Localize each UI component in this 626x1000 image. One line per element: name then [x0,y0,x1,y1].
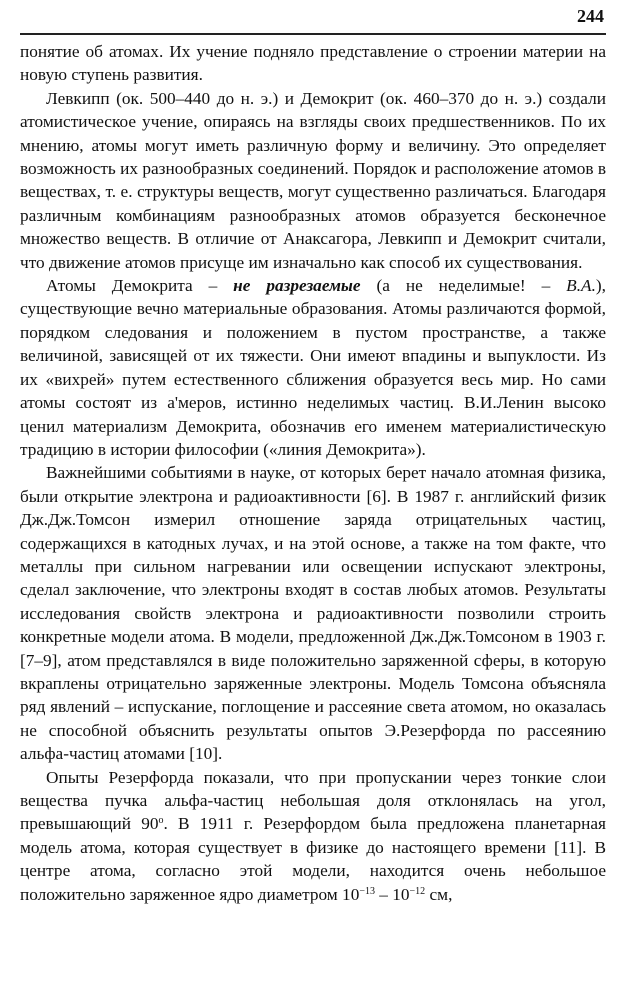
paragraph-4: Важнейшими событиями в науке, от которых берет начало атомная физика, были открытие электрона и радиоактивности [6]. В 1987 г. английский физик Дж.Дж.Томсон измерил отношение заряда отрицательных частиц, содержащихся в катодных лучах, и на этой основе, а также на том факте, что металлы при сильном нагревании или освещении испускают электроны, сделал заключение, что электроны входят в состав любых атомов. Результаты исследования свойств электрона и радиоактивности позволили строить конкретные модели атома. В модели, предложенной Дж.Дж.Томсоном в 1903 г. [7–9], атом представлялся в виде положительно заряженной сферы, в которую вкраплены отрицательно заряженные электроны. Модель Томсона объясняла ряд явлений – испускание, поглощение и рассеяние света атомом, но оказалась не способной объяснить результаты опытов Э.Резерфорда по рассеянию альфа-частиц атомами [10]. [20,463,606,764]
p3-before: Атомы Демокрита – [46,276,234,296]
body-text [20,40,606,906]
p3-mid: (а не неделимые! – [360,276,567,296]
p5-part2: . В 1911 г. Резерфордом была предложена планетарная модель атома, которая существует в физике до настоящего времени [11]. В центре атома, согласно этой модели, находится очень небольшое положительно заряженное ядро диаметром 10 [20,814,606,904]
exponent-2: −12 [409,885,426,897]
p5-part1: Опыты Резерфорда показали, что при пропускании через тонкие слои вещества пучка альфа-частиц небольшая доля отклонялась на угол, превышающий 90 [20,767,606,834]
exponent-1: −13 [359,885,375,897]
header-rule [20,33,606,35]
p3-emphasis: не разрезаемые [233,276,361,296]
paragraph-3 [20,274,606,461]
degree-mark: o [158,815,164,827]
paragraph-1: понятие об атомах. Их учение подняло представление о строении материи на новую ступень развития. [20,42,606,85]
page-number: 244 [577,6,604,26]
p5-end: см, [425,884,453,904]
p3-author-initials: В.А. [566,276,596,296]
paragraph-2: Левкипп (ок. 500–440 до н. э.) и Демокрит (ок. 460–370 до н. э.) создали атомистическое учение, опираясь на взгляды своих предшественников. По их мнению, атомы могут иметь различную форму и величину. Это определяет возможность их разнообразных соединений. Порядок и расположение атомов в веществах, т. е. структуры веществ, могут существенно различаться. Благодаря различным комбинациям разнообразных атомов образуется бесконечное множество веществ. В отличие от Анаксагора, Левкипп и Демокрит считали, что движение атомов присуще им изначально как способ их существования. [20,88,606,272]
paragraph-5 [20,766,606,906]
p3-after: ), существующие вечно материальные образования. Атомы различаются формой, порядком следования и положением в пустом пространстве, а также величиной, зависящей от их тяжести. Они имеют впадины и выпуклости. Из их «вихрей» путем естественного сближения образуется весь мир. Но сами атомы состоят из а'меров, истинно неделимых частиц. В.И.Ленин высоко ценил материализм Демокрита, обозначив его именем материалистическую традицию в истории философии («линия Демокрита»). [20,276,606,459]
p5-dash: – 10 [374,884,410,904]
